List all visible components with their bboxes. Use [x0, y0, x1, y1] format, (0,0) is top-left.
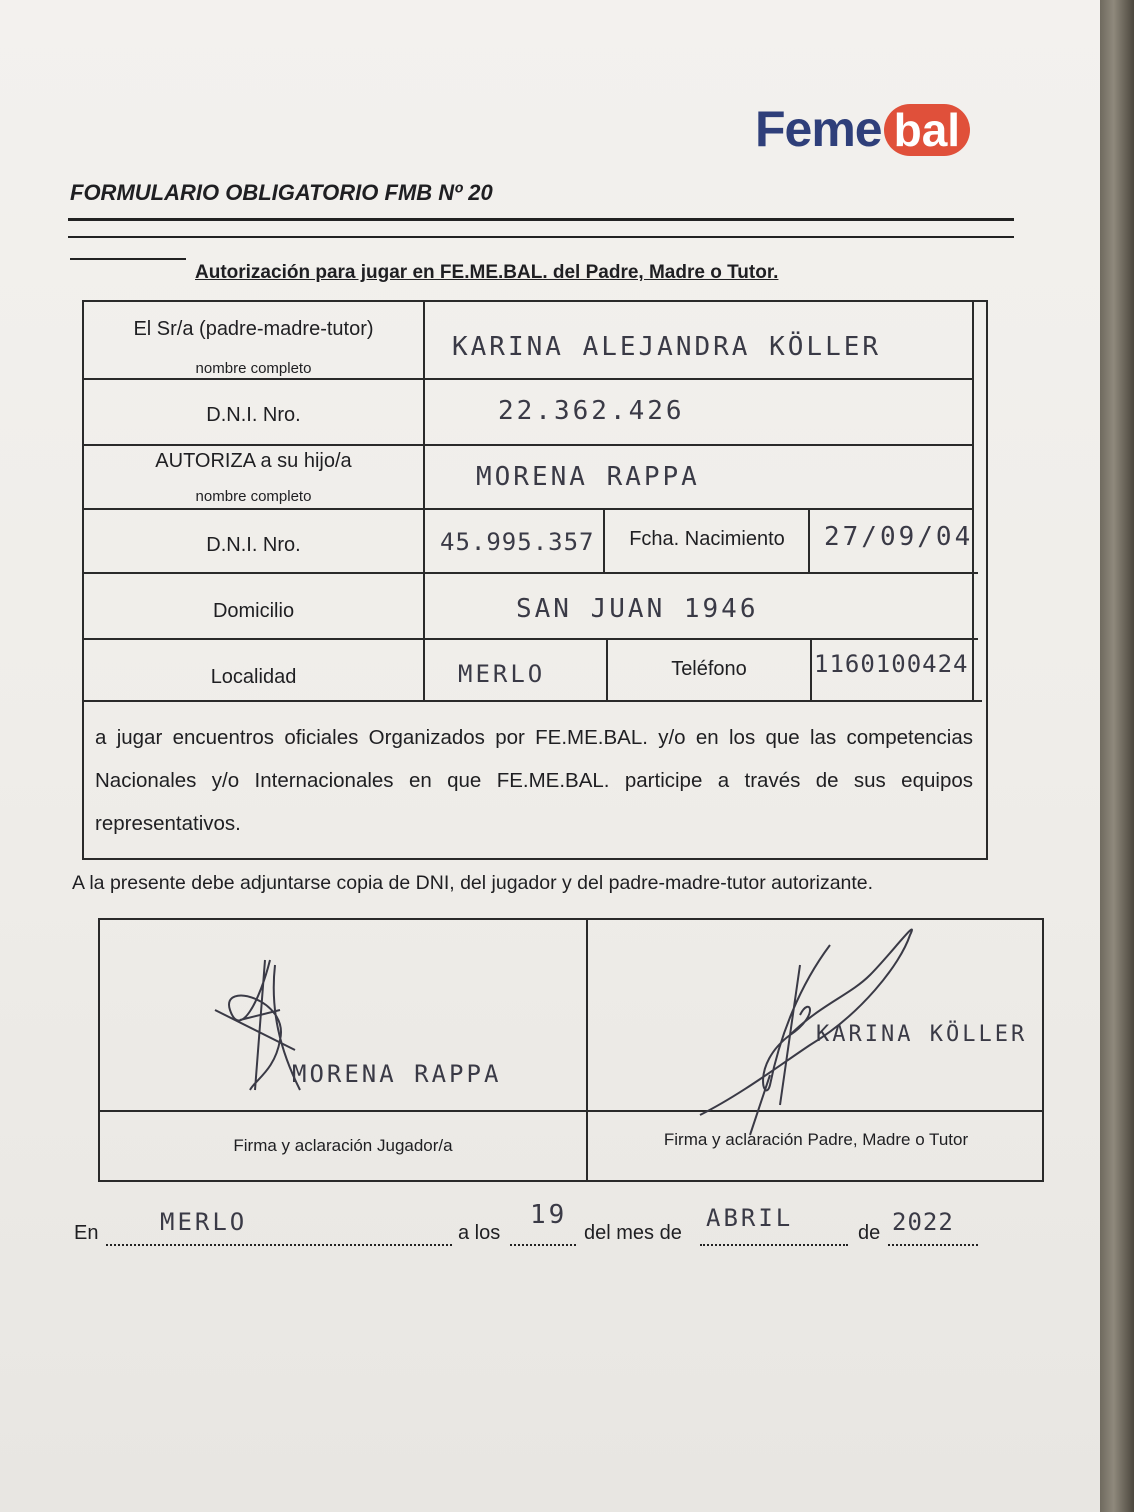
del-mes-label: del mes de	[584, 1222, 682, 1244]
locality-label: Localidad	[210, 666, 297, 688]
short-rule	[70, 258, 186, 260]
column-divider	[603, 508, 605, 572]
authorizes-label: AUTORIZA a su hijo/a	[155, 450, 352, 472]
column-divider	[972, 300, 974, 700]
day-field[interactable]: 19	[530, 1200, 568, 1230]
guardian-dni-label: D.N.I. Nro.	[206, 404, 301, 426]
child-dni-label: D.N.I. Nro.	[206, 534, 301, 556]
row-divider	[82, 572, 978, 574]
guardian-label: El Sr/a (padre-madre-tutor)	[133, 318, 374, 340]
place-field[interactable]: MERLO	[160, 1208, 248, 1236]
form-title: FORMULARIO OBLIGATORIO FMB Nº 20	[70, 180, 493, 205]
fullname-hint-child: nombre completo	[195, 488, 312, 505]
table-surface	[1100, 0, 1134, 1512]
column-divider	[808, 508, 810, 572]
child-name-field[interactable]: MORENA RAPPA	[476, 462, 700, 492]
guardian-dni-field[interactable]: 22.362.426	[498, 396, 685, 426]
a-los-label: a los	[458, 1222, 501, 1244]
en-label: En	[74, 1222, 99, 1244]
de-label: de	[858, 1222, 881, 1244]
phone-field[interactable]: 1160100424	[814, 650, 969, 678]
title-rule-2	[68, 236, 1014, 238]
address-label: Domicilio	[212, 600, 295, 622]
locality-field[interactable]: MERLO	[458, 660, 546, 688]
address-field[interactable]: SAN JUAN 1946	[516, 594, 759, 624]
femebal-logo: Feme bal	[755, 100, 970, 160]
row-divider	[82, 700, 982, 702]
player-signature-caption: Firma y aclaración Jugador/a	[233, 1136, 453, 1155]
birth-date-label: Fcha. Nacimiento	[629, 528, 785, 550]
guardian-signature-caption: Firma y aclaración Padre, Madre o Tutor	[663, 1130, 969, 1149]
column-divider	[423, 300, 425, 700]
phone-label: Teléfono	[671, 658, 747, 680]
authorization-text: a jugar encuentros oficiales Organizados por FE.ME.BAL. y/o en los que las competencias Nacionales y/o Internacionales en que FE.ME.BAL. participe a través de sus equipos representativos.	[95, 726, 973, 835]
month-field[interactable]: ABRIL	[706, 1204, 794, 1232]
place-line	[106, 1222, 452, 1246]
guardian-clarification: KARINA KÖLLER	[816, 1022, 1028, 1047]
guardian-name-field[interactable]: KARINA ALEJANDRA KÖLLER	[452, 332, 882, 362]
fullname-hint: nombre completo	[195, 360, 312, 377]
form-subtitle: Autorización para jugar en FE.ME.BAL. del Padre, Madre o Tutor.	[195, 262, 779, 283]
attachment-note: A la presente debe adjuntarse copia de DNI, del jugador y del padre-madre-tutor autorizante.	[72, 872, 874, 894]
player-clarification: MORENA RAPPA	[292, 1060, 502, 1088]
title-rule	[68, 218, 1014, 221]
column-divider	[810, 638, 812, 700]
year-field[interactable]: 2022	[892, 1208, 954, 1236]
birth-date-field[interactable]: 27/09/04	[824, 522, 974, 552]
child-dni-field[interactable]: 45.995.357	[440, 528, 595, 556]
row-divider	[82, 638, 978, 640]
row-divider	[82, 508, 974, 510]
row-divider	[82, 444, 974, 446]
row-divider	[82, 378, 974, 380]
